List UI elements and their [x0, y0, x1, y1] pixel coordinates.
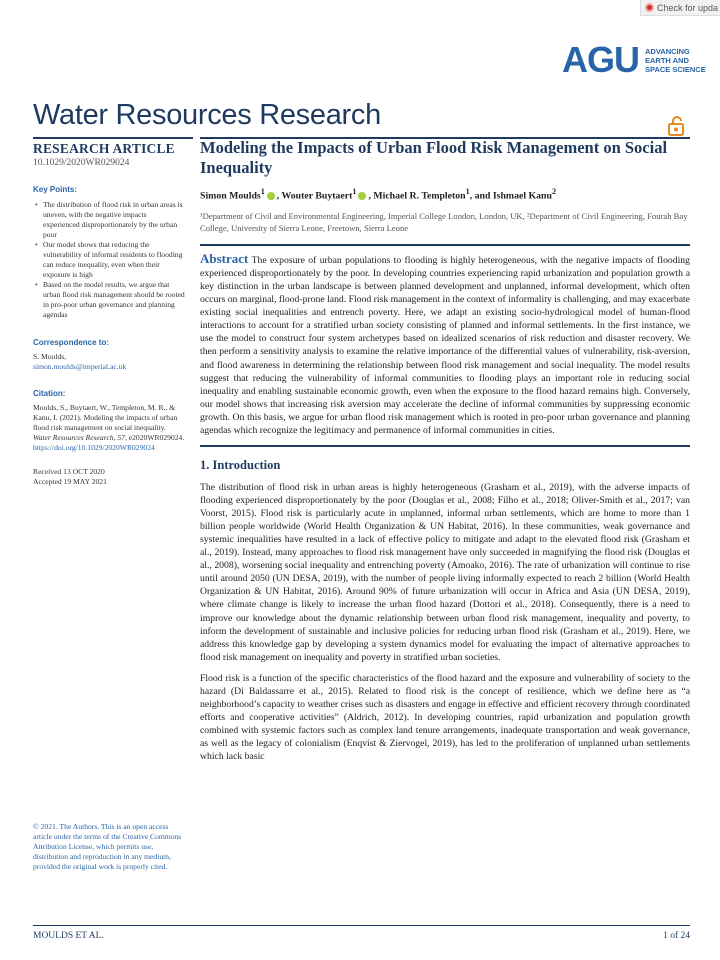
- body-paragraph: The distribution of flood risk in urban areas is highly heterogeneous (Grasham et al., 2019), with the adverse impacts of flooding experienced disproportionately by the poor (Douglas et al., 2008; Filho et al., 2018; Oliver-Smith et al., 2017; van Voorst, 2015). Flood risk is particularly acute in unplanned, informal urban settlements, which are home to more than 1 billion people worldwide (World Health Organization & UN Habitat, 2016). In these communities, weak governance and systemic inequalities have resulted in a lack of effective policy to mitigate and adapt to the elevated flood risk (Grasham et al., 2019). Instead, many approaches to flood risk management have only succeeded in magnifying the flood risk (Douglas et al., 2008), worsening social inequality and entrenching poverty (Amoako, 2016). The rate of urbanization will continue to rise until around 2050 (UN DESA, 2019), with the number of people living informally expected to reach 2 billion (World Health Organization & UN Habitat, 2016). Around 90% of future urbanization will occur in Africa and Asia (UN DESA, 2019), where climate change is likely to increase the urban flood hazard (Dottori et al., 2018). Consequently, there is a need to improve our knowledge about the dynamic relationship between urban flood risk management, inequality and poverty, to inform the development of sustainable and inclusive policies for reducing urban flood risk (Grasham et al., 2019). Here, we address this knowledge gap by developing a system dynamics model for evaluating the impact of alternative approaches to flood risk management on inequality and poverty in stratified urban societies.: [200, 481, 690, 663]
- author-affil-sup: 1: [465, 187, 470, 196]
- author-name[interactable]: Wouter Buytaert: [281, 190, 353, 202]
- agu-line: ADVANCING: [645, 46, 690, 56]
- dates-block: [33, 467, 185, 487]
- citation-heading: Citation:: [33, 389, 66, 398]
- footer-running-head: MOULDS ET AL.: [33, 931, 104, 941]
- check-for-updates-badge[interactable]: [640, 0, 720, 16]
- abstract: [200, 252, 690, 437]
- author-affil-sup: 1: [352, 187, 357, 196]
- page-number: 1 of 24: [663, 931, 690, 941]
- author-affil-sup: 2: [551, 187, 557, 196]
- accepted-date: Accepted 19 MAY 2021: [33, 477, 107, 486]
- correspondence-block: [33, 352, 185, 372]
- key-point: • The distribution of flood risk in urban areas is uneven, with the negative impacts experienced disproportionately by the urban poor: [33, 200, 185, 240]
- received-date: Received 13 OCT 2020: [33, 467, 105, 476]
- agu-line: SPACE SCIENCE: [645, 64, 706, 74]
- author-name[interactable]: and Ishmael Kanu: [474, 190, 552, 202]
- abstract-heading: Abstract: [200, 250, 249, 266]
- citation-block: [33, 403, 185, 453]
- key-points-list: [33, 200, 185, 320]
- agu-line: EARTH AND: [645, 55, 689, 65]
- correspondence-email[interactable]: simon.moulds@imperial.ac.uk: [33, 362, 127, 371]
- orcid-icon[interactable]: [358, 192, 366, 200]
- author-affil-sup: 1: [260, 187, 265, 196]
- check-for-updates-icon: [645, 3, 654, 12]
- publisher-logo: [562, 39, 706, 80]
- section-heading-introduction: 1. Introduction: [200, 457, 281, 472]
- key-points-heading: Key Points:: [33, 185, 78, 194]
- page-footer: [33, 925, 690, 941]
- key-point: • Our model shows that reducing the vulnerability of informal residents to flooding can reduce inequality, even when their exposure is high: [33, 240, 185, 280]
- correspondence-heading: Correspondence to:: [33, 338, 110, 347]
- correspondence-name: S. Moulds,: [33, 352, 67, 361]
- key-point: • Based on the model results, we argue that urban flood risk management should be rooted in pro-poor urban governance and planning agendas: [33, 280, 185, 320]
- citation-link[interactable]: https://doi.org/10.1029/2020WR029024: [33, 443, 155, 452]
- orcid-icon[interactable]: [267, 192, 275, 200]
- agu-logo-text: [645, 47, 706, 74]
- article-doi[interactable]: 10.1029/2020WR029024: [33, 158, 130, 168]
- article-sidebar: [33, 141, 185, 487]
- author-name[interactable]: Simon Moulds: [200, 190, 261, 202]
- check-for-updates-label: Check for upda: [657, 2, 719, 13]
- article-type: RESEARCH ARTICLE: [33, 141, 175, 156]
- license-notice[interactable]: © 2021. The Authors. This is an open access article under the terms of the Creative Commons Attribution License, which permits use, distribution and reproduction in any medium, provided the original work is properly cited.: [33, 822, 182, 871]
- citation-journal: Water Resources Research, 57,: [33, 433, 127, 442]
- author-list: Simon Moulds$^1$ , Wouter Buytaert$^1$ , Michael R. Templeton$^1$, and Ishmael Kanu$^2$: [200, 187, 557, 202]
- author-name[interactable]: Michael R. Templeton: [373, 190, 466, 202]
- affiliations: ¹Department of Civil and Environmental Engineering, Imperial College London, London, UK, ²Department of Civil Engineering, Fourah Bay College, University of Sierra Leone, Freetown, Sierra Leone: [200, 211, 688, 234]
- journal-title: Water Resources Research: [33, 99, 381, 131]
- body-paragraph: Flood risk is a function of the specific characteristics of the flood hazard and the exposure and vulnerability of society to the hazard (Di Baldassarre et al., 2015). Related to flood risk is the concept of resilience, which we define here as “a neighborhood’s capacity to weather crises such as disasters and engage in effective and efficient recovery through coordinated efforts and cooperative activities” (Aldrich, 2012). In developing countries, rapid urbanization and population growth combined with systemic factors such as complex land tenure arrangements, inadequate transportation and weak governance, as well as the legacy of colonialism (Enqvist & Ziervogel, 2019), has led to the proliferation of unplanned urban settlements which lack basic: [200, 672, 690, 763]
- sidebar-top-rule: [33, 137, 193, 139]
- abstract-top-rule: [200, 244, 690, 246]
- citation-text: Moulds, S., Buytaert, W., Templeton, M. R., & Kanu, I. (2021). Modeling the impacts of urban flood risk management on social inequality.: [33, 403, 178, 432]
- article-title: Modeling the Impacts of Urban Flood Risk Management on Social Inequality: [200, 138, 668, 177]
- abstract-bottom-rule: [200, 445, 690, 447]
- abstract-text: The exposure of urban populations to flooding is highly heterogeneous, with the negative impacts of flooding experienced disproportionately by the poor. In developing countries experiencing rapid urbanization and population growth a key distinction in the urban landscape is between planned development and unplanned, informal development, which often occurs on marginal, flood-prone land. Flood risk management in the context of informality is challenging, and may exacerbate existing social inequalities and entrench poverty. Here, we adapt an existing socio-hydrological model of human-flood interactions to account for a stratified urban society consisting of planned and informal settlements. In the first instance, we use the model to construct four system archetypes based on idealized scenarios of risk reduction and disaster recovery. We then perform a sensitivity analysis to examine the relative importance of the differential values of vulnerability, risk-aversion, and flood awareness in determining the relationship between flood risk management and social inequality. The model results suggest that reducing the vulnerability of informal communities to flooding plays an important role in reducing social inequality and enabling sustainable economic growth, even when the exposure to the flood hazard remains high. Conversely, our model shows that increasing risk aversion may accelerate the decline of informal communities by suppressing economic growth. On this basis, we argue for urban flood risk management which is rooted in pro-poor urban governance and planning agendas which recognize the legitimacy and permanence of informal communities in cities.: [200, 254, 690, 436]
- article-main: [200, 138, 690, 764]
- agu-logo-mark: AGU: [562, 39, 639, 80]
- citation-id: e2020WR029024.: [128, 433, 185, 442]
